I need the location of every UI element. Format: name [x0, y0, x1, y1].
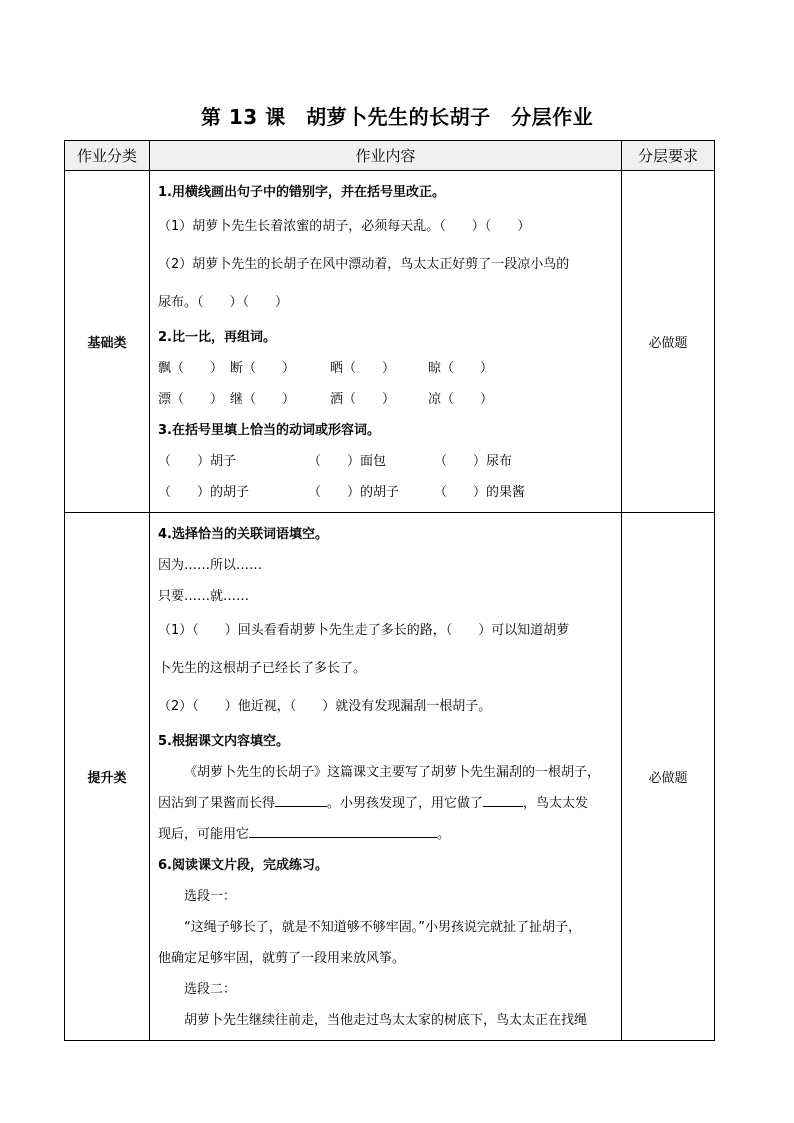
question-4-option-2: 只要……就…… — [158, 589, 250, 604]
text-segment: 因沾到了果酱而长得 — [158, 796, 276, 811]
fill-item: （ ）的胡子 — [158, 485, 250, 500]
homework-table — [64, 140, 715, 1041]
word-item: 飘（ ） — [158, 361, 224, 376]
word-item: 洒（ ） — [330, 392, 396, 407]
question-3: 3.在括号里填上恰当的动词或形容词。 — [158, 423, 380, 438]
question-4-item-1b: 卜先生的这根胡子已经长了多长了。 — [158, 661, 367, 676]
word-item: 继（ ） — [230, 392, 296, 407]
question-1: 1.用横线画出句子中的错别字，并在括号里改正。 — [158, 185, 445, 200]
question-1-item-2b: 尿布。（ ）（ ） — [158, 295, 289, 310]
header-content: 作业内容 — [150, 141, 622, 171]
answer-blank — [275, 792, 327, 807]
page-title: 第 13 课 胡萝卜先生的长胡子 分层作业 — [200, 105, 594, 129]
question-5-line-2 — [158, 788, 615, 819]
advanced-row — [65, 513, 715, 1041]
table-header-row — [65, 141, 715, 171]
excerpt-1-label: 选段一： — [184, 889, 237, 904]
fill-item: （ ）面包 — [308, 454, 387, 469]
text-segment: 。 — [437, 827, 451, 842]
word-item: 凉（ ） — [428, 392, 494, 407]
question-4-option-1: 因为……所以…… — [158, 558, 263, 573]
fill-item: （ ）的果酱 — [434, 485, 526, 500]
question-4-item-1a: （1）（ ）回头看看胡萝卜先生走了多长的路，（ ）可以知道胡萝 — [158, 623, 570, 638]
header-requirement: 分层要求 — [622, 141, 715, 171]
question-5-line-1: 《胡萝卜先生的长胡子》这篇课文主要写了胡萝卜先生漏刮的一根胡子， — [184, 765, 601, 780]
question-3-row-2 — [158, 477, 615, 508]
answer-blank — [249, 823, 437, 838]
word-item: 断（ ） — [230, 361, 296, 376]
answer-blank — [483, 792, 523, 807]
word-item: 晒（ ） — [330, 361, 396, 376]
basic-content — [150, 171, 622, 513]
advanced-content — [150, 513, 622, 1041]
word-item: 晾（ ） — [428, 361, 494, 376]
excerpt-2-line-1: 胡萝卜先生继续往前走，当他走过鸟太太家的树底下，鸟太太正在找绳 — [184, 1013, 588, 1028]
question-2: 2.比一比，再组词。 — [158, 330, 276, 345]
question-1-item-1: （1）胡萝卜先生长着浓蜜的胡子，必须每天乱。（ ）（ ） — [158, 219, 531, 234]
basic-row — [65, 171, 715, 513]
fill-item: （ ）的胡子 — [308, 485, 400, 500]
question-2-row-2 — [158, 384, 615, 415]
question-3-row-1 — [158, 446, 615, 477]
excerpt-1-line-2: 他确定足够牢固，就剪了一段用来放风筝。 — [158, 951, 406, 966]
question-4-item-2: （2）（ ）他近视，（ ）就没有发现漏刮一根胡子。 — [158, 699, 492, 714]
requirement-advanced: 必做题 — [622, 513, 715, 1041]
question-6: 6.阅读课文片段，完成练习。 — [158, 858, 328, 873]
category-basic: 基础类 — [65, 171, 150, 513]
text-segment: 。小男孩发现了，用它做了 — [327, 796, 484, 811]
category-advanced: 提升类 — [65, 513, 150, 1041]
fill-item: （ ）尿布 — [434, 454, 513, 469]
excerpt-2-label: 选段二： — [184, 982, 237, 997]
text-segment: 现后，可能用它 — [158, 827, 250, 842]
question-4: 4.选择恰当的关联词语填空。 — [158, 527, 328, 542]
question-5: 5.根据课文内容填空。 — [158, 734, 289, 749]
requirement-basic: 必做题 — [622, 171, 715, 513]
word-item: 漂（ ） — [158, 392, 224, 407]
header-category: 作业分类 — [65, 141, 150, 171]
fill-item: （ ）胡子 — [158, 454, 237, 469]
question-5-line-3 — [158, 819, 615, 850]
question-2-row-1 — [158, 353, 615, 384]
excerpt-1-line-1: “这绳子够长了，就是不知道够不够牢固。”小男孩说完就扯了扯胡子， — [184, 920, 581, 935]
question-1-item-2a: （2）胡萝卜先生的长胡子在风中漂动着，鸟太太正好剪了一段凉小鸟的 — [158, 257, 570, 272]
text-segment: ，鸟太太发 — [523, 796, 589, 811]
